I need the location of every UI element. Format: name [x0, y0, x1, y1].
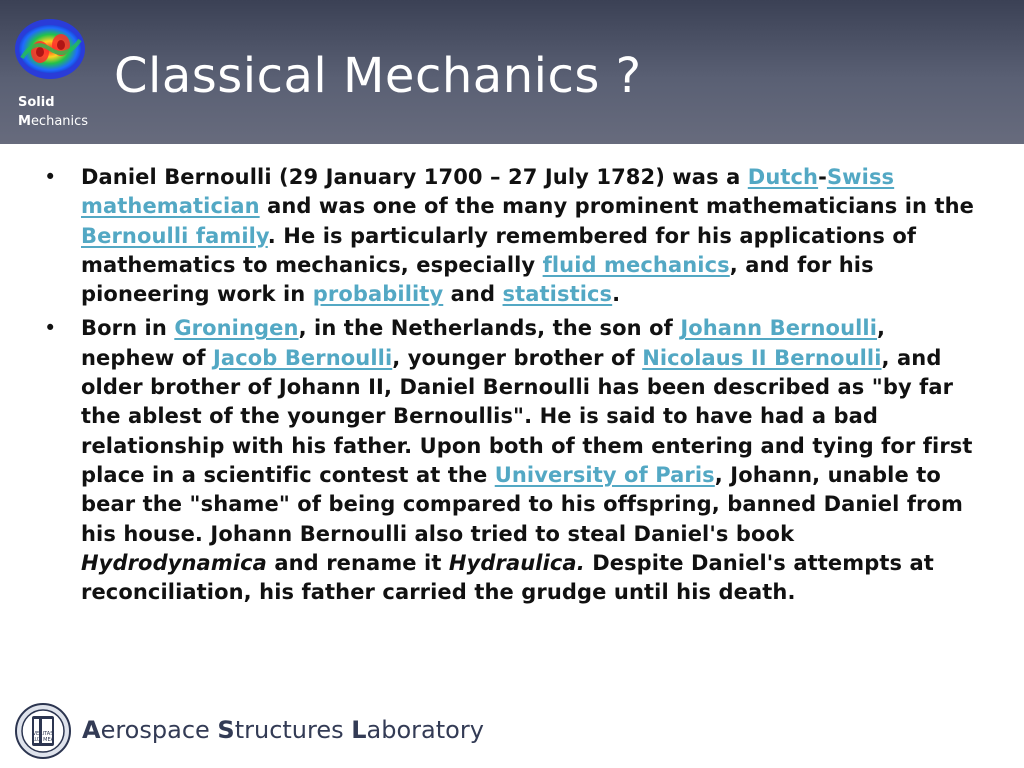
book-title-hydrodynamica: Hydrodynamica	[81, 550, 267, 575]
bullet-marker: •	[44, 165, 57, 189]
header-banner	[0, 0, 1024, 144]
link-university-of-paris[interactable]: University of Paris	[494, 462, 715, 487]
link-jacob-bernoulli[interactable]: Jacob Bernoulli	[213, 345, 393, 370]
slide-content	[44, 163, 976, 612]
link-johann-bernoulli[interactable]: Johann Bernoulli	[680, 316, 878, 341]
slide-title: Classical Mechanics ?	[114, 48, 642, 104]
bullet-marker: •	[44, 316, 57, 341]
logo-caption	[18, 93, 88, 131]
link-dutch[interactable]: Dutch	[747, 165, 819, 189]
bullet-list	[44, 163, 976, 607]
link-statistics[interactable]: statistics	[502, 282, 613, 307]
link-probability[interactable]: probability	[312, 282, 444, 307]
lab-name: Aerospace Structures Laboratory	[82, 716, 484, 744]
logo-caption-line1: Solid	[18, 95, 55, 110]
emblem-text-1: VERITAS	[32, 731, 54, 737]
university-emblem-icon	[14, 702, 72, 760]
bullet-bernoulli-intro: • Daniel Bernoulli (29 January 1700 – 27 July 1782) was a Dutch-Swiss mathematician and was one of the many prominent mathematicians in the Bernoulli family. He is particularly remembered for his applications of mathematics to mechanics, especially fluid mechanics, and for his pioneering work in probability and statistics.	[44, 165, 974, 307]
link-bernoulli-family[interactable]: Bernoulli family	[81, 223, 268, 248]
link-swiss-mathematician[interactable]: Swiss mathematician	[81, 165, 895, 219]
logo-caption-line2: Mechanics	[18, 114, 89, 129]
book-title-hydraulica: Hydraulica.	[448, 550, 585, 575]
emblem-text-2: LUX MEA	[31, 737, 55, 743]
bullet-bernoulli-biography: • Born in Groningen, in the Netherlands, the son of Johann Bernoulli, nephew of Jacob Bernoulli, younger brother of Nicolaus II Bernoulli, and older brother of Johann II, Daniel Bernoulli has been described as "by far the ablest of the younger Bernoullis". He is said to have had a bad relationship with his father. Upon both of them entering and tying for first place in a scientific contest at the University of Paris, Johann, unable to bear the "shame" of being compared to his offspring, banned Daniel from his house. Johann Bernoulli also tried to steal Daniel's book Hydrodynamica and rename it Hydraulica. Despite Daniel's attempts at reconciliation, his father carried the grudge until his death.	[44, 316, 973, 605]
link-nicolaus-ii-bernoulli[interactable]: Nicolaus II Bernoulli	[642, 345, 882, 370]
link-fluid-mechanics[interactable]: fluid mechanics	[542, 252, 730, 277]
fluid-vortex-logo-icon	[14, 18, 86, 80]
link-groningen[interactable]: Groningen	[174, 316, 299, 341]
